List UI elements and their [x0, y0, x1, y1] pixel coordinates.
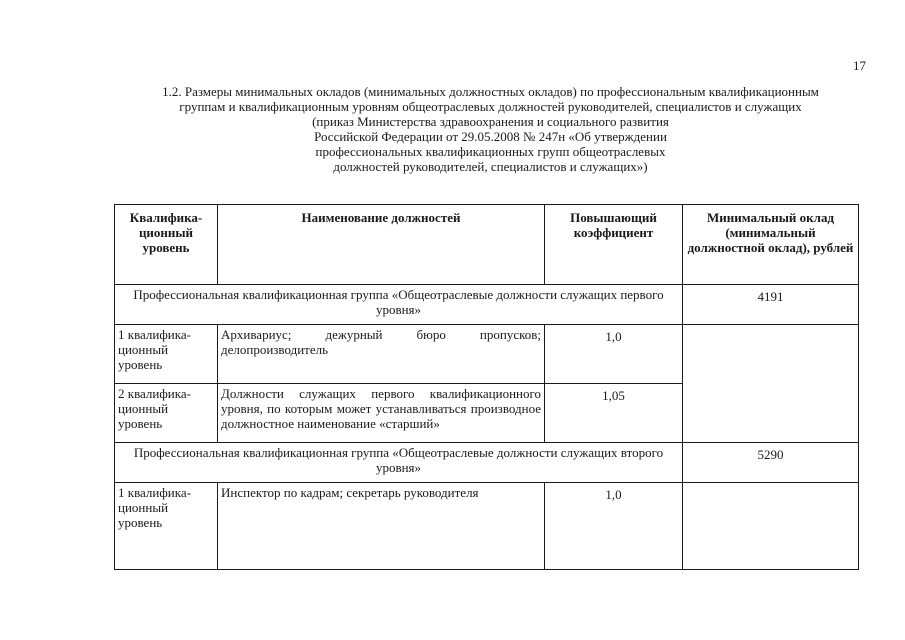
- level-cell: 1 квалифика-ционный уровень: [115, 483, 218, 570]
- table-header-row: [115, 205, 859, 285]
- table-row: [115, 325, 859, 384]
- salary-table: [114, 204, 859, 570]
- group-salary: 4191: [683, 285, 859, 325]
- position-cell: Инспектор по кадрам; секретарь руководителя: [218, 483, 545, 570]
- group-row-1: [115, 285, 859, 325]
- coefficient-cell: 1,0: [545, 325, 683, 384]
- heading-line: профессиональных квалификационных групп общеотраслевых: [315, 144, 666, 159]
- coefficient-cell: 1,0: [545, 483, 683, 570]
- position-cell: Должности служащих первого квалификационного уровня, по которым может устанавливаться производное должностное наименование «старший»: [218, 384, 545, 443]
- position-cell: Архивариус; дежурный бюро пропусков; делопроизводитель: [218, 325, 545, 384]
- heading-line: (приказ Министерства здравоохранения и социального развития: [312, 114, 669, 129]
- level-cell: 1 квалифика-ционный уровень: [115, 325, 218, 384]
- salary-cell-empty: [683, 483, 859, 570]
- header-salary: Минимальный оклад (минимальный должностной оклад), рублей: [683, 205, 859, 285]
- document-heading: [118, 84, 863, 174]
- header-coefficient: Повышающий коэффициент: [545, 205, 683, 285]
- group-title: Профессиональная квалификационная группа «Общеотраслевые должности служащих первого уровня»: [115, 285, 683, 325]
- coefficient-cell: 1,05: [545, 384, 683, 443]
- heading-line: 1.2. Размеры минимальных окладов (минимальных должностных окладов) по профессиональным квалификационным: [162, 84, 819, 99]
- heading-line: Российской Федерации от 29.05.2008 № 247н «Об утверждении: [314, 129, 667, 144]
- level-cell: 2 квалифика-ционный уровень: [115, 384, 218, 443]
- heading-line: должностей руководителей, специалистов и служащих»): [333, 159, 648, 174]
- heading-line: группам и квалификационным уровням общеотраслевых должностей руководителей, специалистов и служащих: [179, 99, 802, 114]
- header-position: Наименование должностей: [218, 205, 545, 285]
- group-title: Профессиональная квалификационная группа «Общеотраслевые должности служащих второго уровня»: [115, 443, 683, 483]
- page-number: 17: [853, 58, 866, 73]
- header-level: Квалифика-ционный уровень: [115, 205, 218, 285]
- table-row: [115, 483, 859, 570]
- group-salary: 5290: [683, 443, 859, 483]
- salary-cell-empty: [683, 325, 859, 443]
- group-row-2: [115, 443, 859, 483]
